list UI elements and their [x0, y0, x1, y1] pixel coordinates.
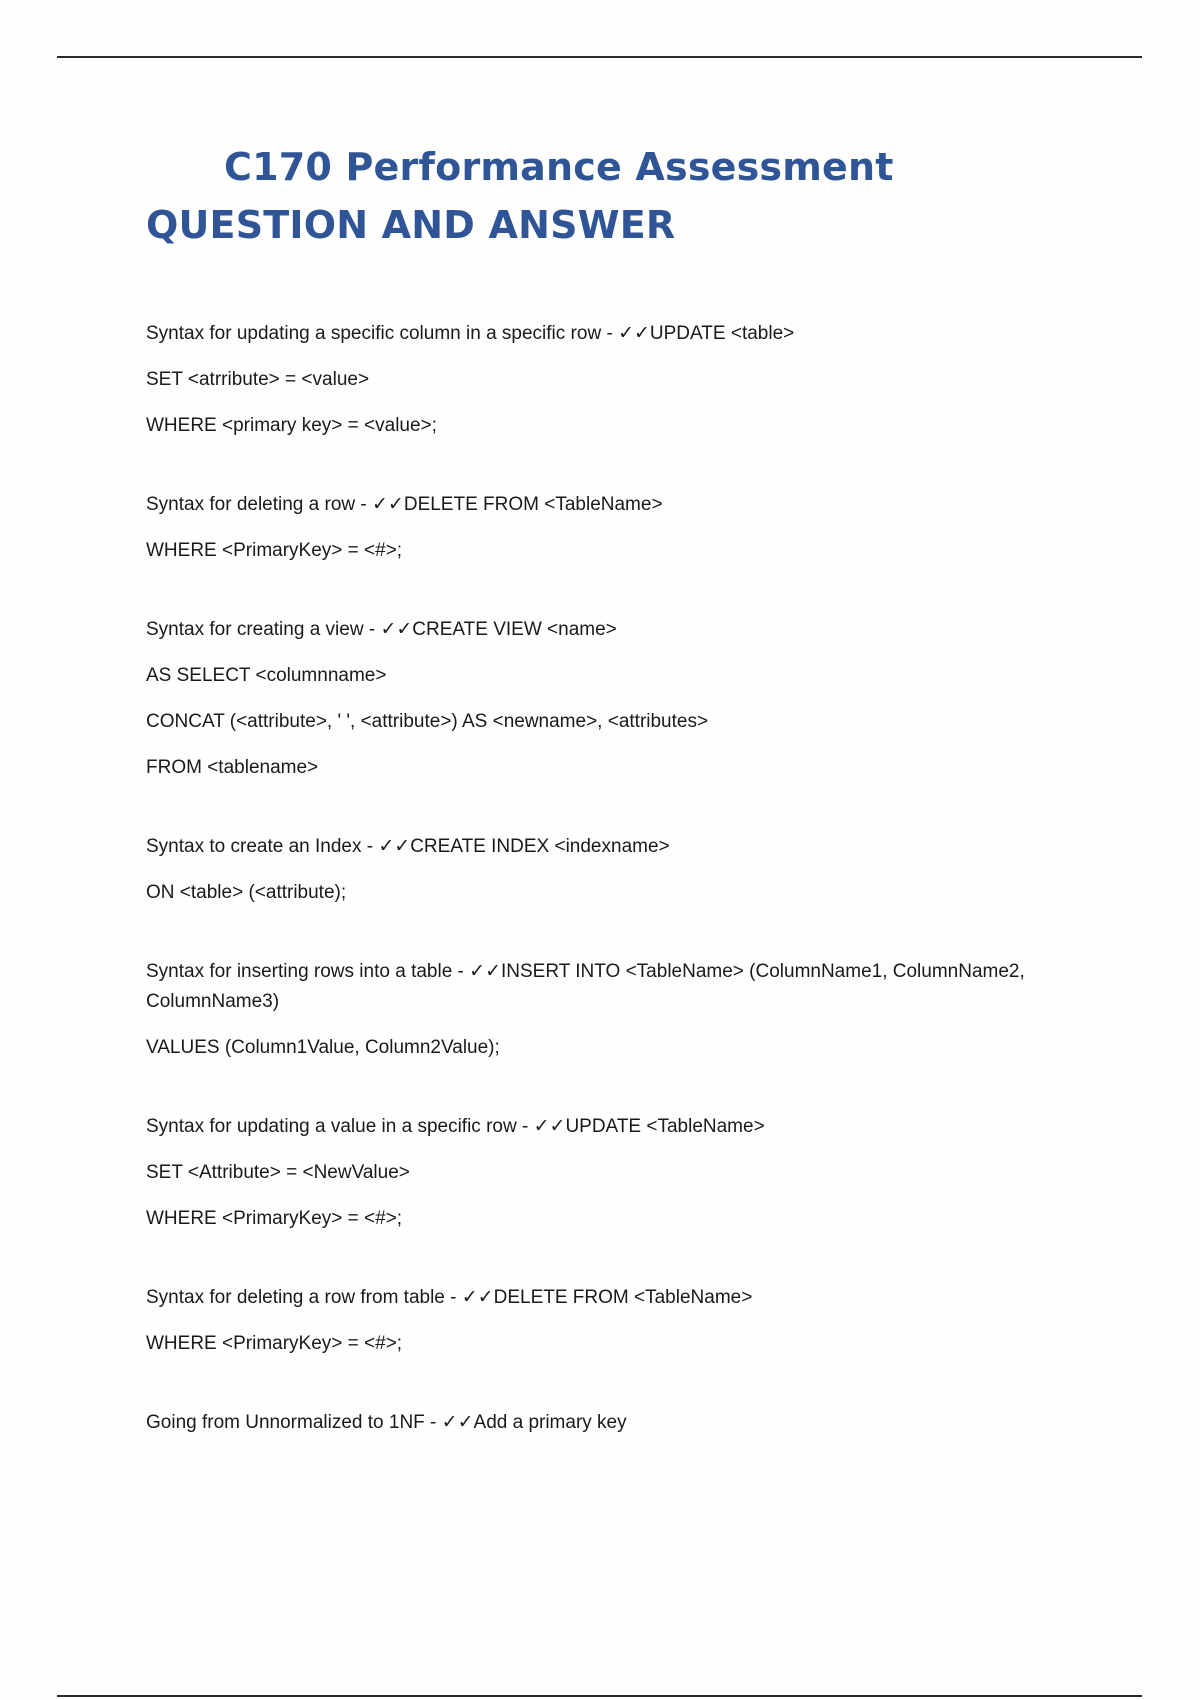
- question-text: Syntax for deleting a row -: [146, 494, 372, 515]
- double-check-icon: ✓✓: [618, 322, 650, 344]
- qa-first-line: [146, 956, 1076, 1017]
- answer-line: FROM <tablename>: [146, 757, 319, 778]
- answer-text: DELETE FROM <TableName>: [493, 1287, 753, 1308]
- question-text: Syntax for updating a specific column in a specific row -: [146, 323, 619, 344]
- double-check-icon: ✓✓: [461, 1286, 494, 1308]
- document-body: [146, 138, 1076, 1486]
- qa-item: [146, 1282, 1076, 1359]
- answer-line: CONCAT (<attribute>, ' ', <attribute>) AS <newname>, <attributes>: [146, 711, 709, 732]
- answer-text: UPDATE <TableName>: [565, 1116, 765, 1137]
- double-check-icon: ✓✓: [378, 835, 411, 857]
- double-check-icon: ✓✓: [380, 618, 413, 640]
- double-check-icon: ✓✓: [441, 1411, 474, 1433]
- qa-first-line: [146, 489, 1076, 520]
- qa-first-line: [146, 1282, 1076, 1313]
- question-text: Syntax for inserting rows into a table -: [146, 961, 470, 982]
- qa-first-line: [146, 318, 1076, 349]
- answer-line: VALUES (Column1Value, Column2Value);: [146, 1037, 500, 1058]
- qa-item: [146, 489, 1076, 566]
- answer-text: CREATE INDEX <indexname>: [410, 836, 670, 857]
- answer-text: UPDATE <table>: [649, 323, 795, 344]
- answer-line: SET <Attribute> = <NewValue>: [146, 1162, 410, 1183]
- answer-line: WHERE <PrimaryKey> = <#>;: [146, 540, 403, 561]
- question-text: Syntax for creating a view -: [146, 619, 381, 640]
- footer-rule: [57, 1695, 1142, 1697]
- header-rule: [57, 56, 1142, 58]
- answer-line: WHERE <primary key> = <value>;: [146, 415, 437, 436]
- qa-item: [146, 614, 1076, 783]
- qa-item: [146, 318, 1076, 441]
- question-text: Going from Unnormalized to 1NF -: [146, 1412, 442, 1433]
- question-text: Syntax for updating a value in a specific row -: [146, 1116, 534, 1137]
- qa-first-line: [146, 831, 1076, 862]
- qa-item: [146, 956, 1076, 1063]
- answer-text: CREATE VIEW <name>: [412, 619, 617, 640]
- document-title: C170 Performance Assessment QUESTION AND ANSWER: [146, 145, 894, 247]
- qa-list: [146, 318, 1076, 1438]
- answer-line: AS SELECT <columnname>: [146, 665, 387, 686]
- qa-first-line: [146, 1407, 1076, 1438]
- double-check-icon: ✓✓: [533, 1115, 566, 1137]
- qa-item: [146, 1407, 1076, 1438]
- question-text: Syntax for deleting a row from table -: [146, 1287, 462, 1308]
- qa-item: [146, 1111, 1076, 1234]
- double-check-icon: ✓✓: [372, 493, 404, 515]
- answer-line: SET <atrribute> = <value>: [146, 369, 370, 390]
- answer-line: ON <table> (<attribute);: [146, 882, 347, 903]
- answer-line: WHERE <PrimaryKey> = <#>;: [146, 1208, 403, 1229]
- answer-text: DELETE FROM <TableName>: [403, 494, 663, 515]
- double-check-icon: ✓✓: [469, 960, 501, 982]
- answer-line: WHERE <PrimaryKey> = <#>;: [146, 1333, 403, 1354]
- qa-item: [146, 831, 1076, 908]
- answer-text: Add a primary key: [473, 1412, 627, 1433]
- qa-first-line: [146, 614, 1076, 645]
- question-text: Syntax to create an Index -: [146, 836, 379, 857]
- answer-text: INSERT INTO <TableName> (ColumnName1, ColumnName2, ColumnName3): [146, 961, 1031, 1012]
- qa-first-line: [146, 1111, 1076, 1142]
